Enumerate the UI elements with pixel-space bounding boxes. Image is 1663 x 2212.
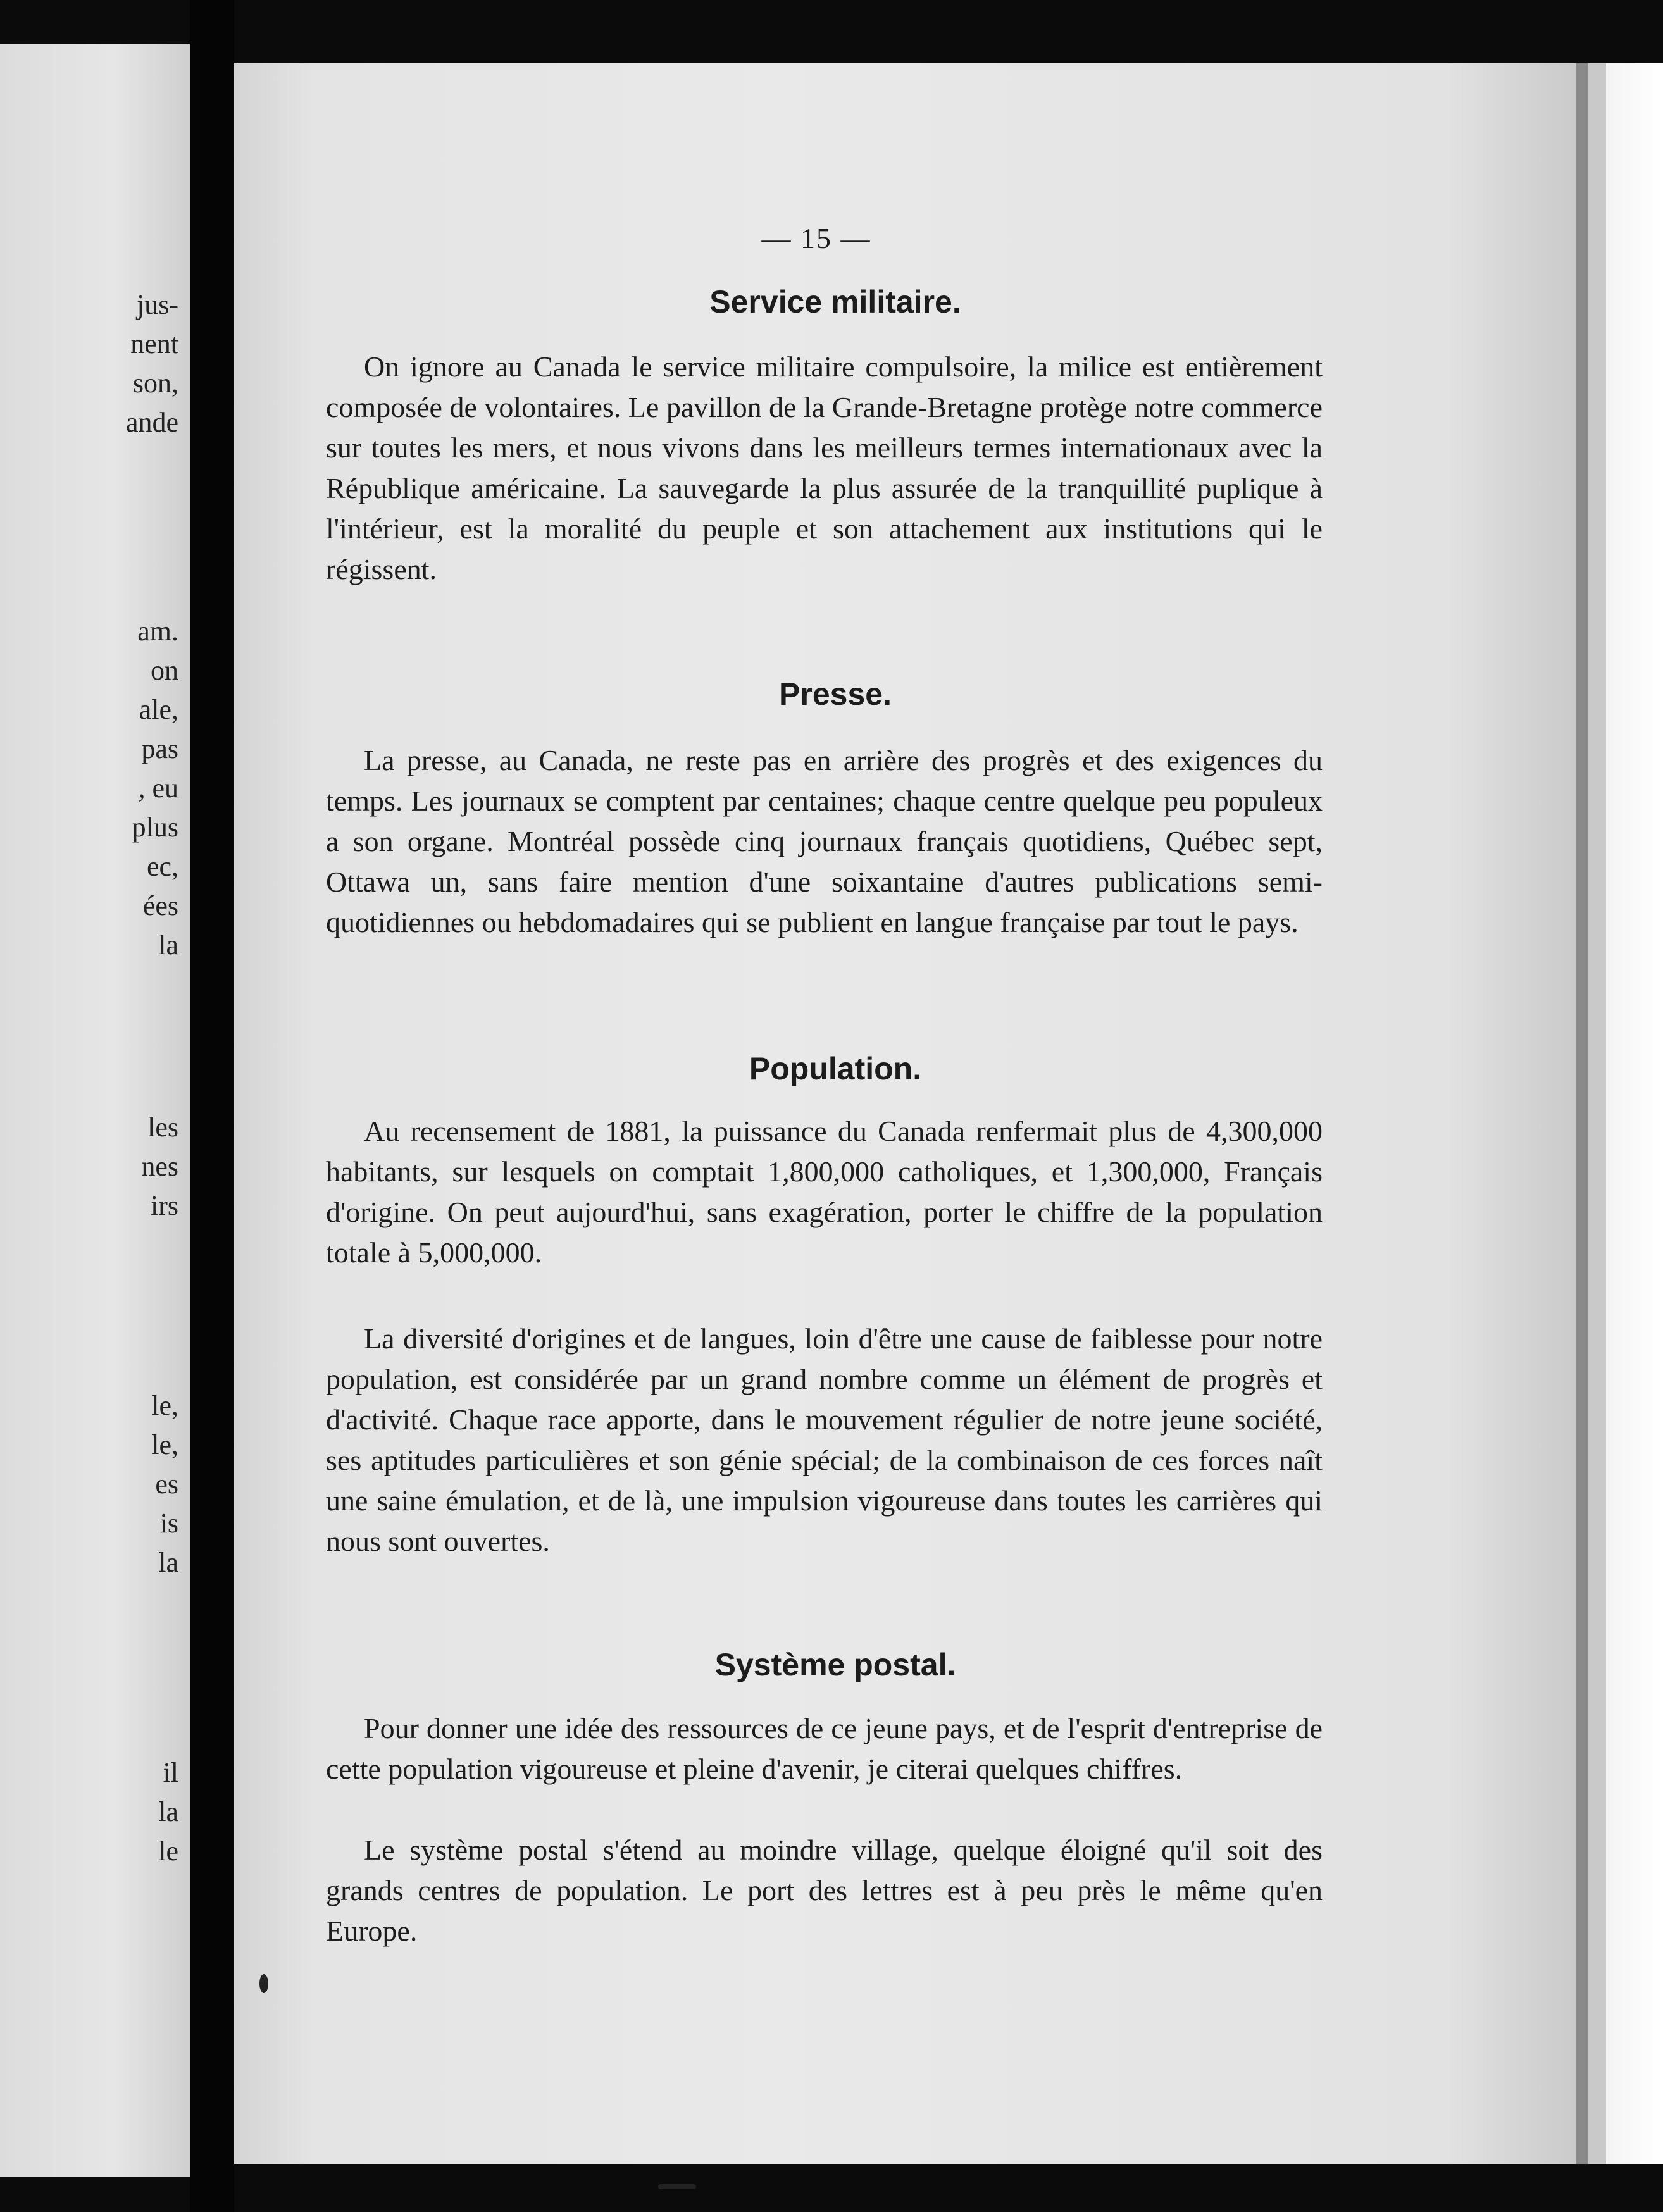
left-page-line: le, [151,1390,178,1421]
left-page-line: plus [132,812,178,843]
paragraph: On ignore au Canada le service militaire compulsoire, la milice est entièrement composée de volontaires. Le pavillon de la Grande-Bretagne protège notre commerce sur toutes les mers, et nous vivons dans les meilleurs termes internationaux avec la République américaine. La sauvegarde la plus assurée de la tranquillité puplique à l'intérieur, est la moralité du peuple et son attachement aux institutions qui le régissent. [326,351,1323,585]
left-page-line: les [147,1112,178,1143]
left-page-line: son, [132,368,178,399]
left-page-line: am. [137,616,178,647]
left-page-line: ale, [139,694,178,725]
section-heading-systeme-postal: Système postal. [714,1647,956,1682]
previous-page-edge [0,44,190,2177]
left-page-line: ec, [146,851,178,882]
left-page-line: le, [151,1429,178,1460]
left-page-line: ande [125,407,178,438]
left-page-line: ées [142,890,178,921]
left-page-line: la [158,929,178,960]
paragraph: La diversité d'origines et de langues, loin d'être une cause de faiblesse pour notre population, est considérée par un grand nombre comme un élément de progrès et d'activité. Chaque race apporte, dans le mouvement régulier de notre jeune société, ses aptitudes particulières et son génie spécial; de la combinaison de ces forces naît une saine émulation, et de là, une impulsion vigoureuse dans toutes les carrières qui nous sont ouvertes. [326,1322,1323,1557]
left-page-line: is [159,1508,178,1539]
left-page-line: jus- [137,289,178,320]
section-heading-population: Population. [749,1051,922,1086]
book-gutter [190,0,234,2212]
scan-speck [259,1974,268,1993]
page-stack-edge [1606,63,1663,2164]
paragraph: La presse, au Canada, ne reste pas en arrière des progrès et des exigences du temps. Les journaux se comptent par centaines; chaque centre quelque peu populeux a son organe. Montréal possède cinq journaux français quotidiens, Québec sept, Ottawa un, sans faire mention d'une soixantaine d'autres publications semi-quotidiennes ou hebdomadaires qui se publient en langue française par tout le pays. [326,744,1323,938]
left-page-line: nes [141,1151,178,1182]
scan-speck [658,2184,696,2189]
left-page-line: le [158,1836,178,1867]
left-page-line: on [151,655,178,686]
page-number: — 15 — [761,222,871,254]
left-page-line: il [163,1757,178,1788]
left-page-line: la [158,1796,178,1827]
paragraph: Le système postal s'étend au moindre village, quelque éloigné qu'il soit des grands centres de population. Le port des lettres est à peu près le même qu'en Europe. [326,1834,1323,1947]
left-page-line: es [155,1469,178,1500]
left-page-line: pas [141,733,178,764]
paragraph: Pour donner une idée des ressources de ce jeune pays, et de l'esprit d'entreprise de cette population vigoureuse et pleine d'avenir, je citerai quelques chiffres. [326,1712,1323,1785]
left-page-line: irs [151,1190,178,1221]
page-edge [1576,63,1588,2164]
left-page-line: la [158,1547,178,1578]
page-edge [1588,63,1606,2164]
section-heading-presse: Presse. [779,676,892,712]
left-page-line: nent [130,328,178,359]
paragraph: Au recensement de 1881, la puissance du Canada renfermait plus de 4,300,000 habitants, sur lesquels on comptait 1,800,000 catholiques, et 1,300,000, Français d'origine. On peut aujourd'hui, sans exagération, porter le chiffre de la population totale à 5,000,000. [326,1115,1323,1269]
section-heading-service-militaire: Service militaire. [709,284,961,320]
left-page-line: , eu [138,773,178,804]
